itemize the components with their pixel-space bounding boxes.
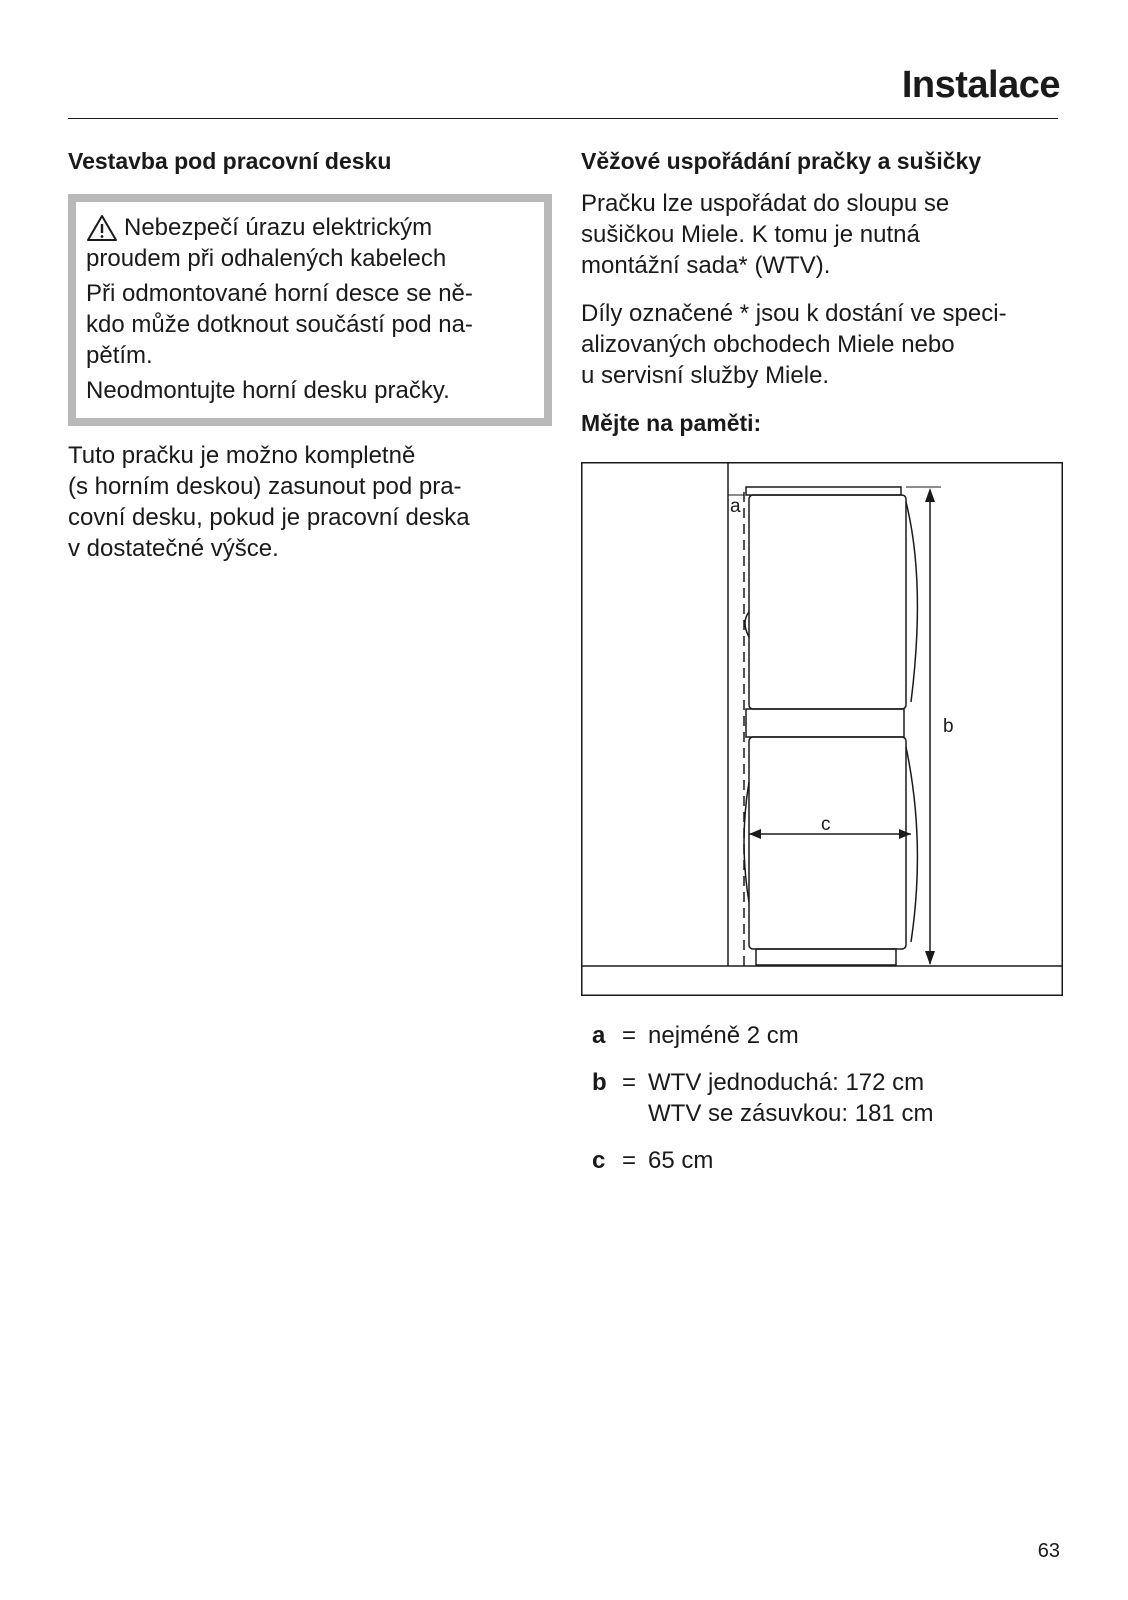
legend-equals: = bbox=[622, 1069, 637, 1096]
legend-value bbox=[648, 1067, 933, 1129]
page-title: Instalace bbox=[901, 64, 1060, 106]
warning-title-line-1: Nebezpečí úrazu elektrickým bbox=[124, 214, 433, 241]
warning-triangle-icon bbox=[86, 214, 118, 242]
legend-value bbox=[648, 1145, 713, 1176]
paragraph-line: sušičkou Miele. K tomu je nutná bbox=[581, 221, 920, 248]
page-number: 63 bbox=[1037, 1540, 1060, 1562]
warning-title bbox=[86, 212, 530, 243]
section-heading-stacking: Věžové uspořádání pračky a sušičky bbox=[581, 148, 982, 174]
warning-instruction: Neodmontujte horní desku pračky. bbox=[86, 377, 450, 404]
legend-value-line: WTV jednoduchá: 172 cm bbox=[648, 1069, 925, 1096]
dimension-legend bbox=[592, 1020, 933, 1192]
legend-value-line: WTV se zásuvkou: 181 cm bbox=[648, 1100, 934, 1127]
paragraph-line: Pračku lze uspořádat do sloupu se bbox=[581, 190, 950, 217]
washer-door-profile bbox=[906, 747, 917, 942]
legend-equals: = bbox=[622, 1022, 637, 1049]
legend-key: c bbox=[592, 1147, 606, 1174]
stacking-paragraph-2 bbox=[581, 298, 1061, 391]
warning-body-line: kdo může dotknout součástí pod na- bbox=[86, 311, 473, 338]
legend-row-b bbox=[592, 1067, 933, 1129]
right-column bbox=[581, 146, 1061, 438]
dryer-door-profile bbox=[906, 502, 917, 702]
paragraph-line: Tuto pračku je možno kompletně bbox=[68, 442, 416, 469]
warning-box bbox=[68, 194, 552, 426]
dimension-c-arrow-right bbox=[899, 829, 911, 839]
paragraph-line: montážní sada* (WTV). bbox=[581, 252, 831, 279]
washer-body bbox=[749, 737, 906, 949]
diagram-label-c: c bbox=[821, 814, 831, 835]
header-divider bbox=[68, 118, 1058, 119]
diagram-frame bbox=[582, 463, 1063, 996]
legend-row-a bbox=[592, 1020, 933, 1051]
left-column bbox=[68, 146, 552, 564]
stacking-paragraph-1 bbox=[581, 188, 1061, 281]
legend-value bbox=[648, 1020, 799, 1051]
paragraph-line: Díly označené * jsou k dostání ve speci- bbox=[581, 300, 1007, 327]
diagram-label-a: a bbox=[730, 496, 741, 517]
paragraph-line: (s horním deskou) zasunout pod pra- bbox=[68, 473, 462, 500]
builtin-paragraph bbox=[68, 440, 552, 564]
dryer-top-panel bbox=[746, 487, 901, 495]
dryer-body bbox=[749, 495, 906, 709]
note-subheading: Mějte na paměti: bbox=[581, 410, 762, 436]
paragraph-line: covní desku, pokud je pracovní deska bbox=[68, 504, 470, 531]
legend-row-c bbox=[592, 1145, 933, 1176]
legend-key: b bbox=[592, 1069, 607, 1096]
legend-value-line: nejméně 2 cm bbox=[648, 1022, 799, 1049]
dimension-b-arrow-bottom bbox=[925, 951, 935, 965]
warning-body-line: Při odmontované horní desce se ně- bbox=[86, 280, 473, 307]
section-heading-builtin: Vestavba pod pracovní desku bbox=[68, 148, 392, 174]
diagram-label-b: b bbox=[943, 716, 954, 737]
paragraph-line: alizovaných obchodech Miele nebo bbox=[581, 331, 955, 358]
dimension-b-arrow-top bbox=[925, 488, 935, 502]
dimension-c-arrow-left bbox=[749, 829, 761, 839]
washer-feet bbox=[756, 949, 896, 965]
paragraph-line: u servisní služby Miele. bbox=[581, 362, 830, 389]
stacking-dimension-diagram bbox=[581, 462, 1063, 996]
wtv-kit-panel bbox=[746, 709, 904, 737]
legend-key: a bbox=[592, 1022, 606, 1049]
paragraph-line: v dostatečné výšce. bbox=[68, 535, 279, 562]
legend-value-line: 65 cm bbox=[648, 1147, 714, 1174]
legend-equals: = bbox=[622, 1147, 637, 1174]
warning-title-line-2: proudem při odhalených kabelech bbox=[86, 245, 447, 272]
warning-body-line: pětím. bbox=[86, 342, 153, 369]
